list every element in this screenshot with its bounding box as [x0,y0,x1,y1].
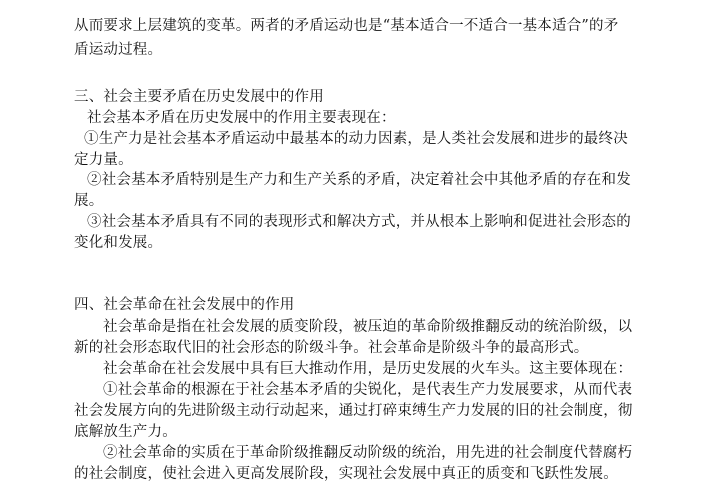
section-3-point-2-line-2: 展。 [74,193,104,209]
section-3-lead: 社会基本矛盾在历史发展中的作用主要表现在： [87,110,396,126]
section-4-para-4-line-2: 的社会制度，使社会进入更高发展阶段，实现社会发展中真正的质变和飞跃性发展。 [74,466,618,482]
section-4-para-3-line-3: 底解放生产力。 [74,424,177,440]
section-3-heading: 三、社会主要矛盾在历史发展中的作用 [74,89,324,105]
section-4-heading: 四、社会革命在社会发展中的作用 [74,297,295,313]
section-4-para-2-line-1: 社会革命在社会发展中具有巨大推动作用，是历史发展的火车头。这主要体现在： [103,361,633,377]
section-4-para-1-line-2: 新的社会形态取代旧的社会形态的阶级斗争。社会革命是阶级斗争的最高形式。 [74,340,589,356]
section-4-para-4-line-1: ②社会革命的实质在于革命阶级推翻反动阶级的统治，用先进的社会制度代替腐朽 [103,445,633,461]
section-4-para-3-line-2: 社会发展方向的先进阶级主动行动起来，通过打碎束缚生产力发展的旧的社会制度，彻 [74,403,633,419]
intro-line-2: 盾运动过程。 [74,42,163,58]
section-4-para-3-line-1: ①社会革命的根源在于社会基本矛盾的尖锐化，是代表生产力发展要求，从而代表 [103,382,633,398]
section-3-point-1-line-1: ①生产力是社会基本矛盾运动中最基本的动力因素，是人类社会发展和进步的最终决 [84,131,628,147]
intro-line-1: 从而要求上层建筑的变革。两者的矛盾运动也是“基本适合一不适合一基本适合”的矛 [74,18,619,34]
section-3-point-2-line-1: ②社会基本矛盾特别是生产力和生产关系的矛盾，决定着社会中其他矛盾的存在和发 [87,172,631,188]
section-3-point-1-line-2: 定力量。 [74,152,133,168]
section-3-point-3-line-1: ③社会基本矛盾具有不同的表现形式和解决方式，并从根本上影响和促进社会形态的 [87,214,631,230]
section-4-para-1-line-1: 社会革命是指在社会发展的质变阶段，被压迫的革命阶级推翻反动的统治阶级，以 [103,319,633,335]
section-3-point-3-line-2: 变化和发展。 [74,235,163,251]
